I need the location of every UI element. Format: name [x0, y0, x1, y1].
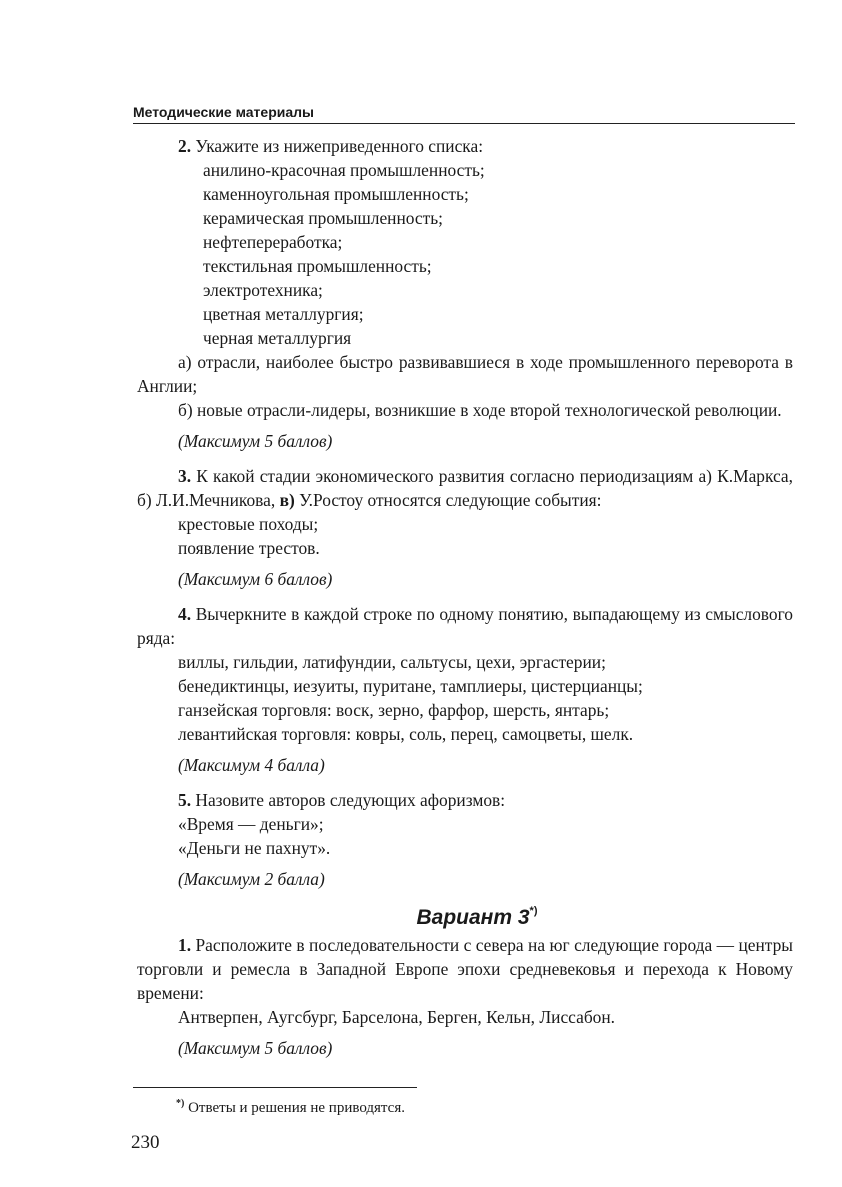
max-score: (Максимум 5 баллов)	[178, 1038, 333, 1058]
page-number: 230	[131, 1132, 160, 1153]
running-title: Методические материалы	[133, 103, 795, 124]
question-number: 1.	[178, 935, 192, 955]
page-body	[137, 134, 793, 1060]
footnote-mark: *)	[176, 1098, 185, 1109]
list-item: анилино-красочная промышленность;	[203, 160, 485, 180]
list-item: черная металлургия	[203, 328, 352, 348]
list-item: каменноугольная промышленность;	[203, 184, 469, 204]
list-item: появление трестов.	[178, 538, 320, 558]
question-4	[137, 602, 793, 650]
question-3	[137, 464, 793, 512]
max-score: (Максимум 2 балла)	[178, 869, 325, 889]
list-item: текстильная промышленность;	[203, 256, 432, 276]
question-number: 2.	[178, 136, 192, 156]
sub-question-a: а) отрасли, наиболее быстро развивавшиеся в ходе промышленного переворота в Англии;	[137, 352, 793, 396]
question-text: Назовите авторов следующих афоризмов:	[195, 790, 506, 810]
list-item: нефтепереработка;	[203, 232, 343, 252]
list-item: керамическая промышленность;	[203, 208, 443, 228]
list-item: Антверпен, Аугсбург, Барселона, Берген, Кельн, Лиссабон.	[178, 1007, 616, 1027]
max-score: (Максимум 4 балла)	[178, 755, 325, 775]
question-number: 3.	[178, 466, 192, 486]
list-item: электротехника;	[203, 280, 323, 300]
list-item: виллы, гильдии, латифундии, сальтусы, цехи, эргастерии;	[178, 652, 606, 672]
footnote-marker: *)	[529, 905, 538, 917]
list-item: «Время — деньги»;	[178, 814, 324, 834]
question-5	[137, 788, 793, 812]
question-number: 4.	[178, 604, 192, 624]
question-text: Расположите в последовательности с севера на юг следующие города — центры торговли и ремесла в Западной Европе эпохи средневековья и перехода к Новому времени:	[137, 935, 793, 1003]
footnote-rule	[133, 1087, 417, 1088]
max-score: (Максимум 6 баллов)	[178, 569, 333, 589]
variant-title: Вариант 3	[416, 906, 530, 929]
footnote-text: Ответы и решения не приводятся.	[188, 1100, 405, 1116]
question-text: Вычеркните в каждой строке по одному понятию, выпадающему из смыслового ряда:	[137, 604, 793, 648]
question-label-v: в)	[279, 490, 295, 510]
variant-heading	[137, 903, 793, 933]
question-text: К какой стадии экономического развития согласно периодизациям а) К.Маркса, б) Л.И.Мечникова,	[137, 466, 793, 510]
list-item: крестовые походы;	[178, 514, 319, 534]
list-item: ганзейская торговля: воск, зерно, фарфор, шерсть, янтарь;	[178, 700, 610, 720]
list-item: «Деньги не пахнут».	[178, 838, 331, 858]
question-text-cont: У.Ростоу относятся следующие события:	[299, 490, 602, 510]
question-number: 5.	[178, 790, 192, 810]
list-item: левантийская торговля: ковры, соль, перец, самоцветы, шелк.	[178, 724, 634, 744]
list-item: цветная металлургия;	[203, 304, 364, 324]
variant-question-1	[137, 933, 793, 1005]
sub-question-b: б) новые отрасли-лидеры, возникшие в ходе второй технологической революции.	[178, 400, 782, 420]
question-2	[137, 134, 793, 158]
max-score: (Максимум 5 баллов)	[178, 431, 333, 451]
question-text: Укажите из нижеприведенного списка:	[195, 136, 484, 156]
footnote	[176, 1098, 405, 1118]
list-item: бенедиктинцы, иезуиты, пуритане, тамплиеры, цистерцианцы;	[178, 676, 643, 696]
